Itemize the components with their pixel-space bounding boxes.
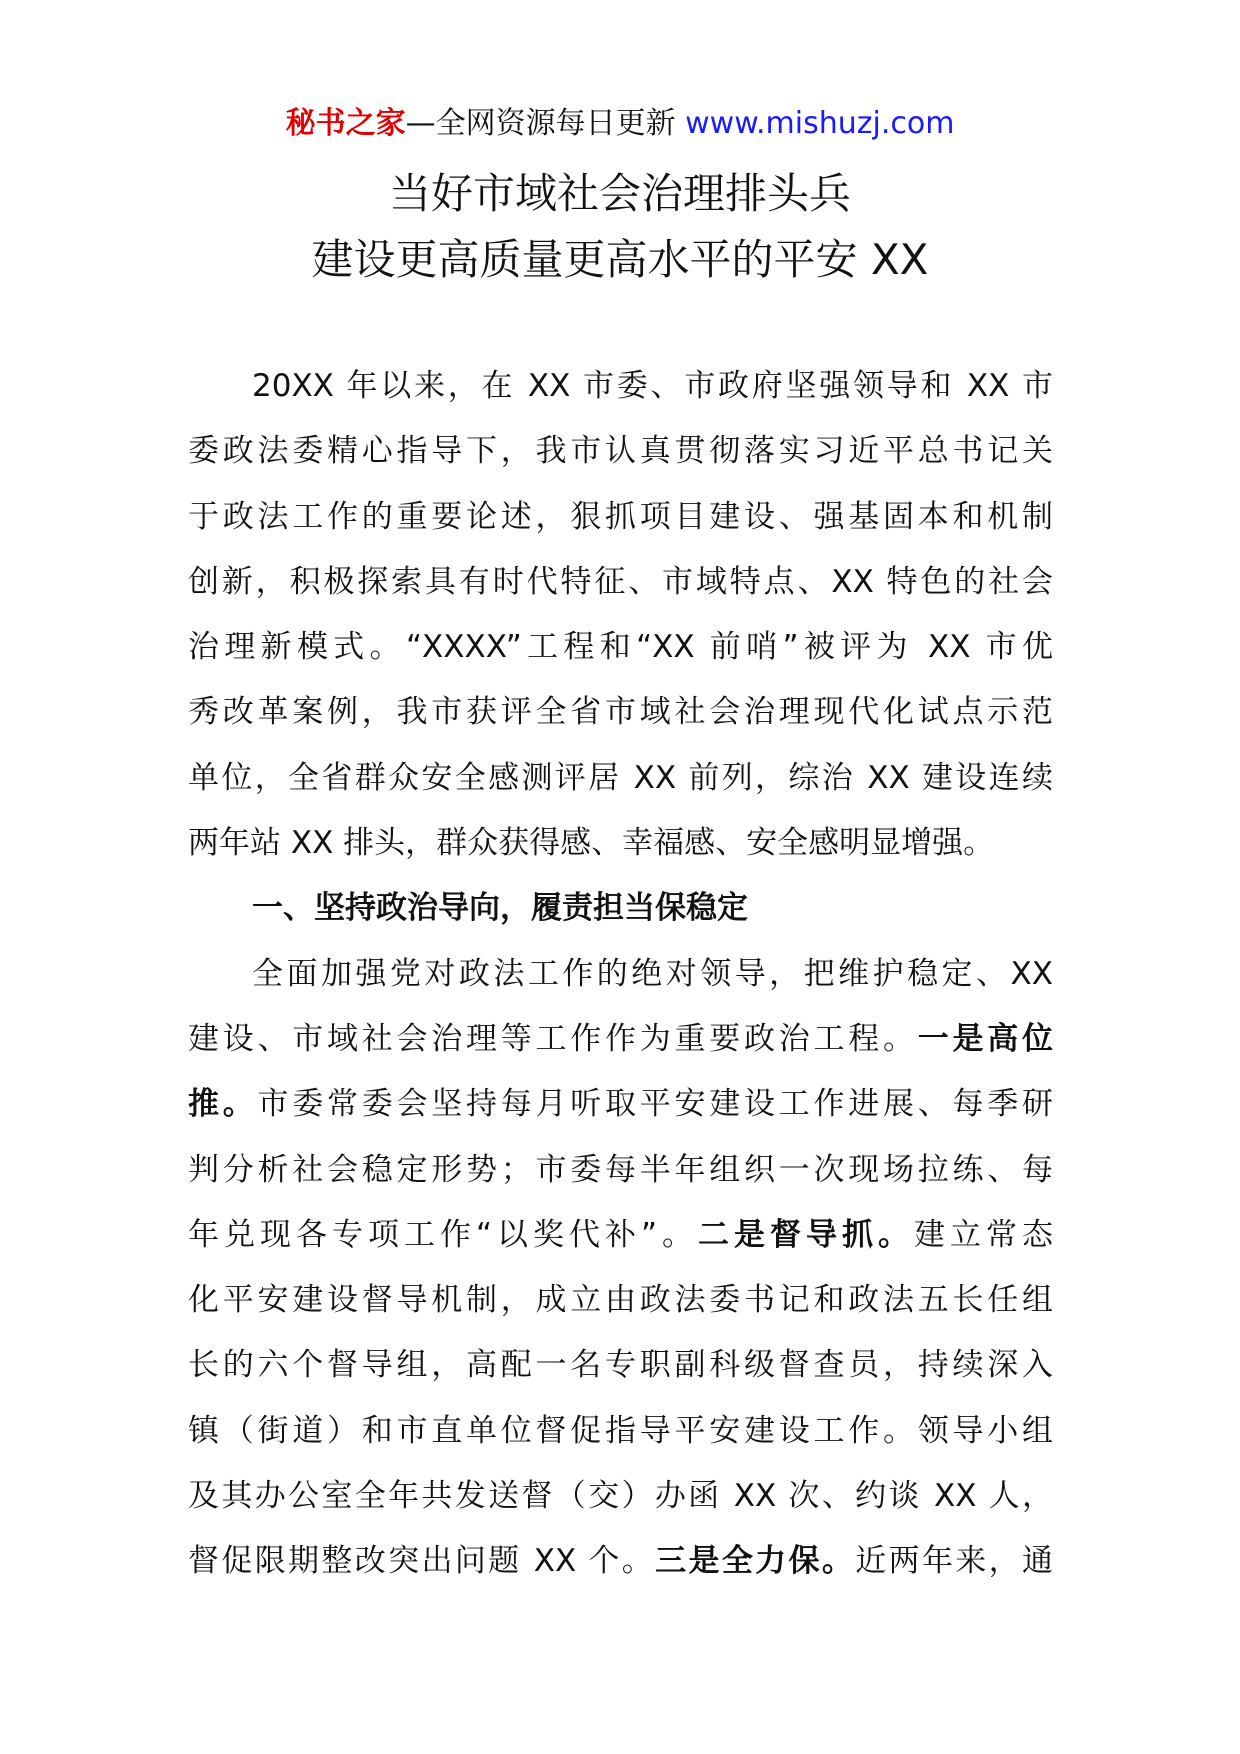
paragraph-line: 委政法委精心指导下，我市认真贯彻落实习近平总书记关 bbox=[188, 433, 1053, 470]
text-run: 督促限期整改突出问题 XX 个。 bbox=[188, 1543, 656, 1580]
document-title-line-1: 当好市域社会治理排头兵 bbox=[388, 169, 851, 218]
paragraph-line: 秀改革案例，我市获评全省市域社会治理现代化试点示范 bbox=[188, 694, 1053, 731]
section-heading: 一、坚持政治导向，履责担当保稳定 bbox=[252, 890, 748, 927]
text-run: 年兑现各专项工作“以奖代补”。 bbox=[188, 1216, 699, 1253]
text-run: 建立常态 bbox=[914, 1216, 1053, 1253]
emphasis-text: 三是全力保。 bbox=[655, 1543, 856, 1580]
paragraph-line: 创新，积极探索具有时代特征、市域特点、XX 特色的社会 bbox=[188, 563, 1053, 600]
paragraph-line: 长的六个督导组，高配一名专职副科级督查员，持续深入 bbox=[188, 1347, 1053, 1384]
text-run: 近两年来，通 bbox=[855, 1543, 1053, 1580]
paragraph-line: 两年站 XX 排头，群众获得感、幸福感、安全感明显增强。 bbox=[188, 825, 995, 862]
paragraph-line: 治理新模式。“XXXX”工程和“XX 前哨”被评为 XX 市优 bbox=[188, 629, 1053, 666]
paragraph-line bbox=[188, 1072, 1053, 1137]
website-link[interactable]: www.mishuzj.com bbox=[685, 106, 955, 141]
paragraph-line bbox=[188, 1203, 1053, 1268]
paragraph-line: 判分析社会稳定形势；市委每半年组织一次现场拉练、每 bbox=[188, 1151, 1053, 1188]
document-title-line-2: 建设更高质量更高水平的平安 XX bbox=[311, 235, 929, 284]
site-header bbox=[0, 104, 1240, 144]
header-slogan: —全网资源每日更新 bbox=[405, 106, 686, 141]
emphasis-text: 推。 bbox=[188, 1086, 258, 1123]
paragraph-line bbox=[188, 1529, 1053, 1594]
paragraph-line: 镇（街道）和市直单位督促指导平安建设工作。领导小组 bbox=[188, 1412, 1053, 1449]
emphasis-text: 一是高位 bbox=[917, 1020, 1053, 1057]
emphasis-text: 二是督导抓。 bbox=[698, 1216, 915, 1253]
paragraph-line bbox=[188, 1007, 1053, 1072]
text-run: 市委常委会坚持每月听取平安建设工作进展、每季研 bbox=[257, 1086, 1053, 1123]
text-run: 建设、市域社会治理等工作作为重要政治工程。 bbox=[188, 1020, 918, 1057]
document-body bbox=[188, 354, 1053, 1595]
paragraph-line: 于政法工作的重要论述，狠抓项目建设、强基固本和机制 bbox=[188, 498, 1053, 535]
paragraph-line: 全面加强党对政法工作的绝对领导，把维护稳定、XX bbox=[252, 955, 1053, 992]
paragraph-line: 化平安建设督导机制，成立由政法委书记和政法五长任组 bbox=[188, 1282, 1053, 1319]
paragraph-line: 20XX 年以来，在 XX 市委、市政府坚强领导和 XX 市 bbox=[252, 368, 1053, 404]
brand-name: 秘书之家 bbox=[285, 106, 406, 141]
paragraph-line: 单位，全省群众安全感测评居 XX 前列，综治 XX 建设连续 bbox=[188, 759, 1053, 796]
paragraph-line: 及其办公室全年共发送督（交）办函 XX 次、约谈 XX 人， bbox=[188, 1478, 1053, 1515]
